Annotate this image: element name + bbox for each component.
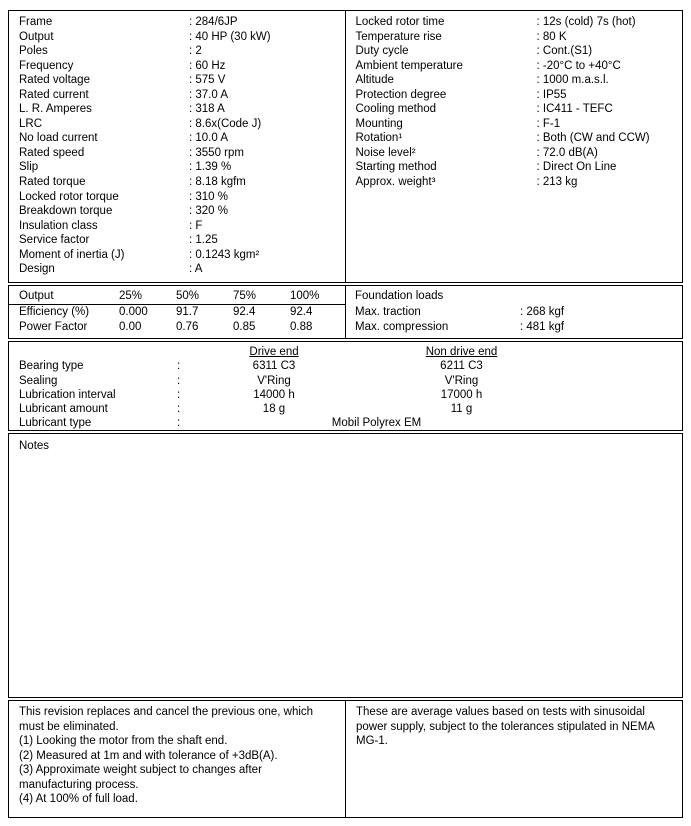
spec-value: : 1000 m.a.s.l. — [536, 74, 609, 87]
spec-label: Design — [19, 263, 55, 276]
spec-value: : 2 — [189, 45, 202, 58]
spec-row — [9, 44, 345, 59]
spec-label: Slip — [19, 161, 39, 174]
spec-row — [9, 73, 345, 88]
colon: : — [177, 374, 181, 387]
non-drive-end-value: 17000 h — [440, 388, 483, 401]
row-label: Max. compression — [355, 320, 449, 333]
lubricant-type-row — [9, 416, 682, 430]
spec-label: Protection degree — [355, 88, 447, 101]
bearing-section — [8, 341, 683, 431]
performance-section — [8, 285, 683, 339]
footnote-4: (4) At 100% of full load. — [19, 793, 138, 806]
spec-value: : 318 A — [189, 103, 225, 116]
spec-value: : Direct On Line — [536, 161, 617, 174]
spec-row — [9, 233, 345, 248]
spec-value: : 1.25 — [189, 234, 218, 247]
spec-value: : 213 kg — [536, 176, 578, 189]
spec-label: Moment of inertia (J) — [19, 248, 125, 261]
spec-row — [346, 59, 683, 74]
footnotes-right — [346, 701, 682, 817]
spec-label: Noise level² — [355, 146, 416, 159]
spec-row — [9, 102, 345, 117]
spec-value: : F — [189, 219, 203, 232]
foundation-loads-title: Foundation loads — [355, 290, 444, 302]
power-factor-value: 0.85 — [233, 320, 256, 333]
load-percent-header: 50% — [176, 290, 200, 302]
spec-label: Cooling method — [355, 103, 437, 116]
spec-label: Duty cycle — [355, 45, 409, 58]
spec-value: : 40 HP (30 kW) — [189, 30, 271, 43]
spec-label: Approx. weight³ — [355, 176, 436, 189]
spec-row — [346, 160, 683, 175]
spec-value: : -20°C to +40°C — [536, 59, 621, 72]
row-label: Sealing — [19, 374, 58, 387]
specs-right-column — [346, 11, 683, 282]
spec-row — [9, 204, 345, 219]
spec-row — [9, 190, 345, 205]
spec-value: : 0.1243 kgm² — [189, 248, 260, 261]
spec-label: LRC — [19, 117, 43, 130]
spec-label: Rotation¹ — [355, 132, 403, 145]
power-factor-row — [9, 320, 345, 335]
spec-label: Rated voltage — [19, 74, 90, 87]
row-label: Max. traction — [355, 306, 421, 318]
bearing-row — [9, 374, 682, 388]
spec-value: : 3550 rpm — [189, 146, 244, 159]
efficiency-value: 91.7 — [176, 306, 199, 318]
spec-label: Rated torque — [19, 176, 86, 189]
spec-value: : 80 K — [536, 30, 567, 43]
spec-row — [9, 131, 345, 146]
spec-value: : 10.0 A — [189, 132, 229, 145]
footnote-3: (3) Approximate weight subject to changes after manufacturing process. — [19, 764, 262, 791]
spec-value: : A — [189, 263, 203, 276]
spec-row — [346, 146, 683, 161]
foundation-row — [346, 305, 682, 320]
row-label: Efficiency (%) — [19, 306, 90, 318]
spec-label: Poles — [19, 45, 48, 58]
spec-value: : 60 Hz — [189, 59, 226, 72]
spec-label: Altitude — [355, 74, 394, 87]
row-label: Power Factor — [19, 320, 88, 333]
row-label: Lubricant amount — [19, 403, 108, 416]
power-factor-value: 0.76 — [176, 320, 199, 333]
spec-label: Service factor — [19, 234, 90, 247]
non-drive-end-header: Non drive end — [425, 346, 498, 358]
spec-value: : 72.0 dB(A) — [536, 146, 598, 159]
spec-label: Breakdown torque — [19, 205, 113, 218]
spec-label: No load current — [19, 132, 98, 145]
spec-label: Frequency — [19, 59, 74, 72]
colon: : — [177, 403, 181, 416]
specs-left-column — [9, 11, 346, 282]
drive-end-header: Drive end — [249, 346, 299, 358]
spec-value: : IP55 — [536, 88, 567, 101]
colon: : — [177, 417, 181, 430]
efficiency-value: 92.4 — [290, 306, 313, 318]
spec-row — [9, 15, 345, 30]
spec-row — [9, 175, 345, 190]
spec-row — [346, 15, 683, 30]
spec-value: : 320 % — [189, 205, 228, 218]
spec-row — [9, 30, 345, 45]
spec-label: L. R. Amperes — [19, 103, 92, 116]
foundation-value: : 481 kgf — [520, 320, 565, 333]
spec-value: : 575 V — [189, 74, 226, 87]
spec-value: : 284/6JP — [189, 16, 238, 28]
spec-label: Locked rotor torque — [19, 190, 119, 203]
row-label: Bearing type — [19, 360, 84, 373]
spec-row — [9, 160, 345, 175]
row-label: Lubrication interval — [19, 388, 116, 401]
performance-header-row — [9, 286, 345, 305]
spec-label: Temperature rise — [355, 30, 442, 43]
efficiency-value: 0.000 — [119, 306, 148, 318]
spec-row — [346, 30, 683, 45]
colon: : — [177, 388, 181, 401]
spec-row — [9, 146, 345, 161]
notes-section — [8, 433, 683, 698]
spec-row — [9, 248, 345, 263]
non-drive-end-value: V'Ring — [444, 374, 479, 387]
efficiency-value: 92.4 — [233, 306, 256, 318]
footnote-2: (2) Measured at 1m and with tolerance of +3dB(A). — [19, 749, 278, 762]
foundation-loads — [346, 286, 682, 338]
performance-table — [9, 286, 346, 338]
lubricant-type-value: Mobil Polyrex EM — [331, 417, 422, 430]
row-label: Lubricant type — [19, 417, 92, 430]
bearing-row — [9, 359, 682, 373]
spec-row — [9, 88, 345, 103]
notes-title: Notes — [19, 440, 50, 452]
footnote-1: (1) Looking the motor from the shaft end. — [19, 735, 228, 748]
power-factor-value: 0.88 — [290, 320, 313, 333]
spec-label: Frame — [19, 16, 53, 28]
spec-value: : IC411 - TEFC — [536, 103, 613, 116]
efficiency-row — [9, 305, 345, 320]
spec-label: Mounting — [355, 117, 403, 130]
spec-row — [346, 131, 683, 146]
drive-end-value: 18 g — [262, 403, 286, 416]
spec-value: : 1.39 % — [189, 161, 232, 174]
spec-value: : 12s (cold) 7s (hot) — [536, 16, 636, 28]
specs-section — [8, 10, 683, 283]
footnotes-left — [9, 701, 346, 817]
footnote-revision: This revision replaces and cancel the previous one, which must be eliminated. — [19, 706, 314, 733]
foundation-value: : 268 kgf — [520, 306, 565, 318]
spec-row — [346, 88, 683, 103]
spec-row — [346, 73, 683, 88]
footnote-tolerances: These are average values based on tests with sinusoidal power supply, subject to the tolerances stipulated in NEMA MG-1. — [356, 706, 655, 748]
load-percent-header: 25% — [119, 290, 143, 302]
spec-row — [9, 219, 345, 234]
load-percent-header: 75% — [233, 290, 257, 302]
spec-value: : Both (CW and CCW) — [536, 132, 650, 145]
spec-value: : 8.18 kgfm — [189, 176, 246, 189]
non-drive-end-value: 6211 C3 — [440, 360, 483, 373]
non-drive-end-value: 11 g — [450, 403, 473, 416]
spec-row — [9, 262, 345, 277]
footnotes-section — [8, 700, 683, 818]
spec-row — [346, 117, 683, 132]
spec-row — [346, 44, 683, 59]
bearing-header-row — [9, 345, 682, 359]
colon: : — [177, 360, 181, 373]
spec-label: Starting method — [355, 161, 437, 174]
spec-label: Rated current — [19, 88, 89, 101]
spec-value: : 37.0 A — [189, 88, 229, 101]
foundation-row — [346, 320, 682, 335]
spec-label: Locked rotor time — [355, 16, 445, 28]
drive-end-value: V'Ring — [257, 374, 291, 387]
drive-end-value: 6311 C3 — [252, 360, 296, 373]
spec-value: : 8.6x(Code J) — [189, 117, 262, 130]
spec-row — [9, 117, 345, 132]
power-factor-value: 0.00 — [119, 320, 142, 333]
spec-label: Rated speed — [19, 146, 85, 159]
spec-label: Insulation class — [19, 219, 98, 232]
spec-value: : Cont.(S1) — [536, 45, 593, 58]
spec-value: : 310 % — [189, 190, 228, 203]
bearing-row — [9, 402, 682, 416]
bearing-row — [9, 388, 682, 402]
load-percent-header: 100% — [290, 290, 320, 302]
spec-label: Ambient temperature — [355, 59, 463, 72]
performance-header-label: Output — [19, 290, 54, 302]
spec-row — [346, 102, 683, 117]
spec-label: Output — [19, 30, 54, 43]
drive-end-value: 14000 h — [253, 388, 295, 401]
spec-row — [346, 175, 683, 190]
spec-value: : F-1 — [536, 117, 561, 130]
spec-row — [9, 59, 345, 74]
